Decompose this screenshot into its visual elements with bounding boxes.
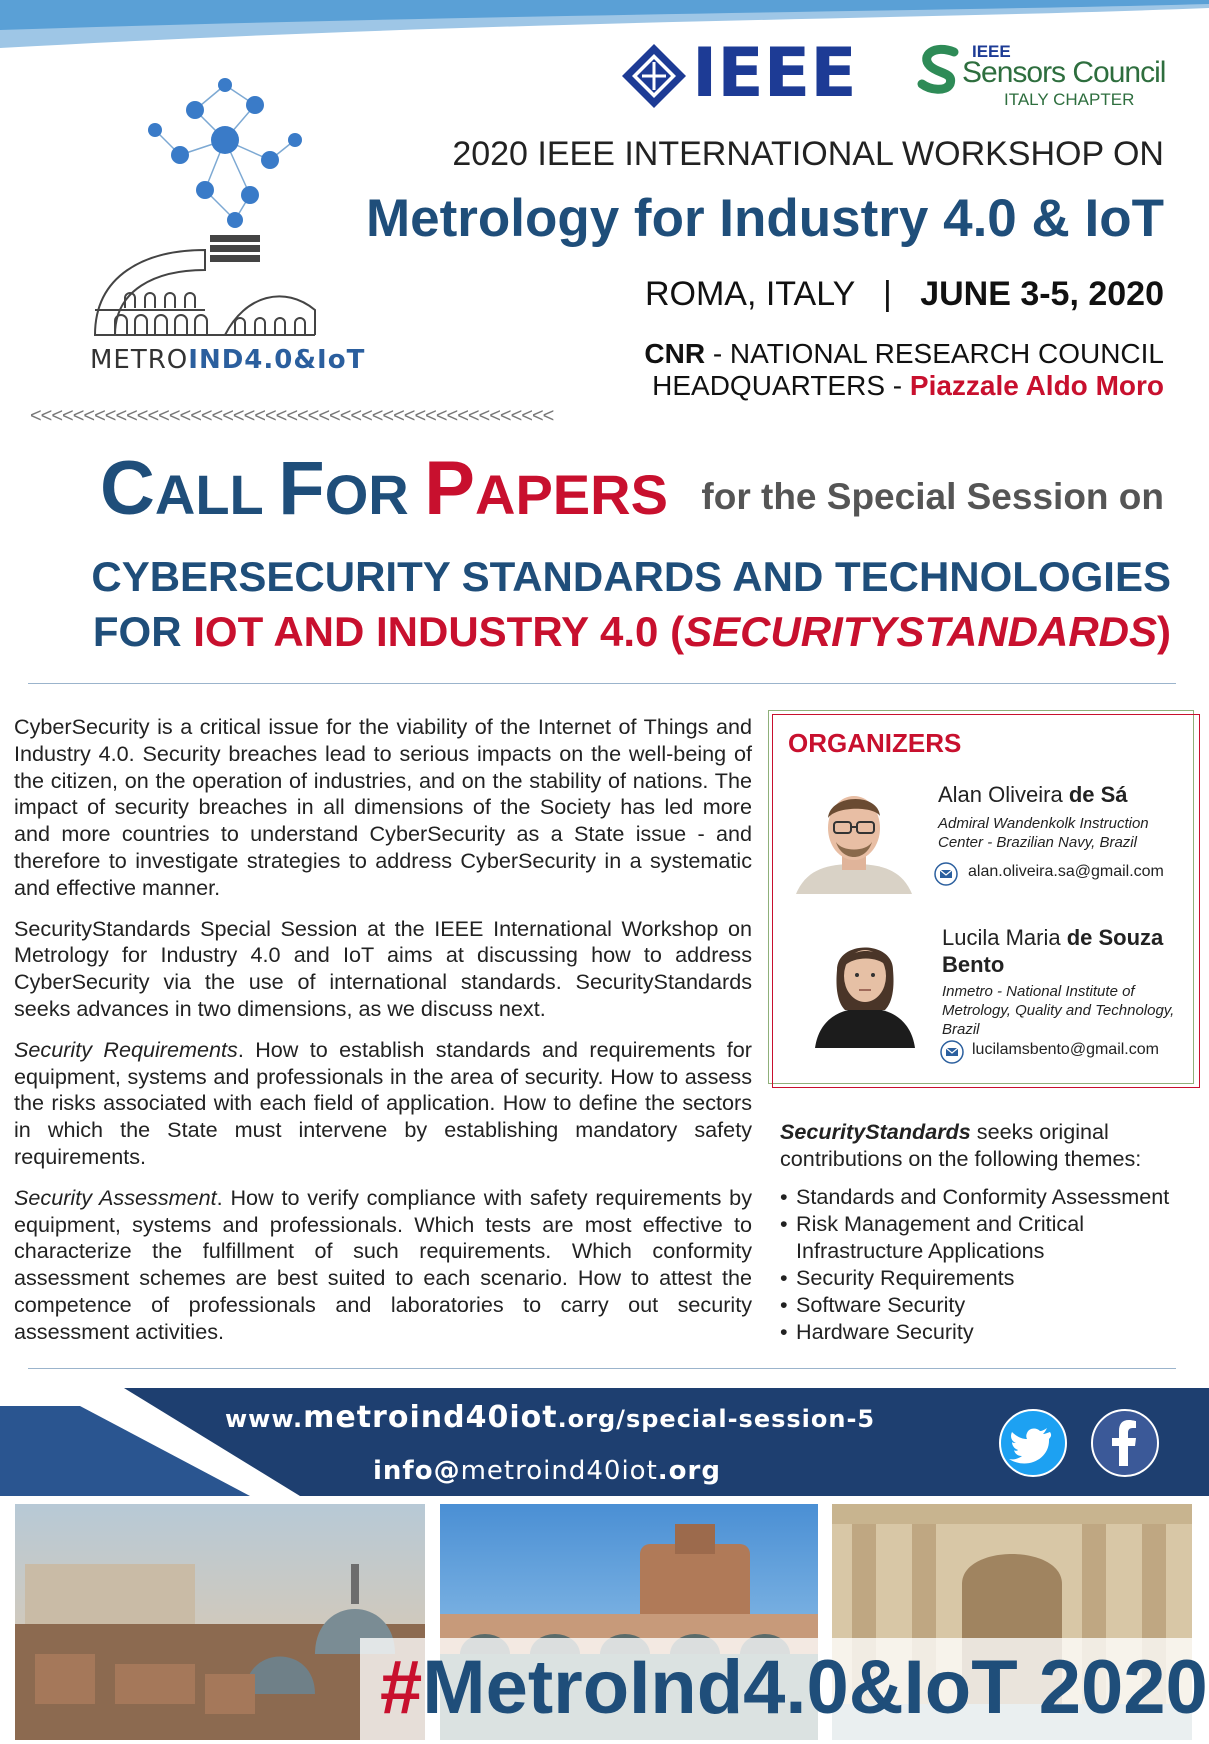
ieee-logo	[620, 34, 857, 113]
organizer-1-photo	[796, 782, 912, 894]
cfp-papers-rest: APERS	[475, 463, 668, 526]
website-link[interactable]	[225, 1400, 875, 1435]
description-column	[14, 714, 752, 1360]
assessment-paragraph	[14, 1185, 752, 1346]
organizer-2-last-name: de Souza Bento	[942, 925, 1164, 977]
assessment-lead: Security Assessment	[14, 1184, 217, 1210]
envelope-icon	[934, 862, 958, 886]
session-title-line-1: CYBERSECURITY STANDARDS AND TECHNOLOGIES	[91, 553, 1171, 600]
theme-item: • Hardware Security	[780, 1318, 1200, 1345]
metroind-logo-text	[90, 345, 366, 375]
venue-hq: HEADQUARTERS -	[652, 370, 903, 401]
venue-line-2	[652, 370, 1164, 402]
sensors-council-label: Sensors Council	[962, 56, 1166, 89]
session-for: FOR	[92, 608, 194, 655]
cfp-f-initial: F	[278, 446, 325, 531]
assessment-text: . How to verify compliance with safety requirements by equipment, systems and professionals. Which tests are most effective to characterize the fulfillment of such requirements. Which conformity assessment schemes are best suited to each scenario. How to attest the competence of professionals and laboratories to carry out security assessment activities.	[14, 1184, 752, 1344]
metroind-logo-suffix: IND4.0&IoT	[188, 345, 366, 375]
contact-email-user: info@	[373, 1456, 461, 1486]
organizer-2-email[interactable]: lucilamsbento@gmail.com	[972, 1041, 1159, 1058]
cfp-for-rest: OR	[324, 463, 425, 526]
place-date-line	[645, 275, 1164, 314]
sensors-council-logo	[910, 40, 1166, 112]
ieee-wordmark: IEEE	[692, 34, 857, 113]
organizer-1-last-name: de Sá	[1068, 782, 1128, 807]
call-for-papers-title	[100, 445, 668, 532]
event-hashtag	[380, 1640, 1208, 1736]
facebook-icon[interactable]	[1090, 1408, 1160, 1478]
chevron-divider: <<<<<<<<<<<<<<<<<<<<<<<<<<<<<<<<<<<<<<<<<<<<<<<<<	[30, 405, 554, 427]
requirements-text: . How to establish standards and requirements for equipment, systems and professionals in the area of security. How to assess the risks associated with each field of application. How to define the sectors in which the State must intervene by establishing mandatory safety requirements.	[14, 1036, 752, 1169]
hashtag-text: MetroInd4.0&IoT 2020	[422, 1645, 1208, 1730]
sensors-chapter-label: ITALY CHAPTER	[1004, 90, 1135, 109]
contact-email-domain: metroind40iot	[460, 1456, 658, 1486]
website-www: www.	[225, 1405, 304, 1433]
requirements-paragraph	[14, 1037, 752, 1171]
event-place: ROMA, ITALY	[644, 275, 855, 313]
themes-list	[780, 1183, 1200, 1345]
organizer-2-affiliation: Inmetro - National Institute of Metrology, Quality and Technology, Brazil	[942, 983, 1175, 1038]
hashtag-symbol: #	[380, 1645, 423, 1730]
venue-org-name: - NATIONAL RESEARCH COUNCIL	[712, 338, 1164, 369]
envelope-icon	[940, 1040, 964, 1064]
cfp-subtitle: for the Special Session on	[701, 476, 1164, 517]
sensors-s-icon	[914, 44, 964, 94]
theme-item: • Standards and Conformity Assessment	[780, 1183, 1200, 1210]
workshop-line: 2020 IEEE INTERNATIONAL WORKSHOP ON	[452, 135, 1164, 173]
requirements-lead: Security Requirements	[14, 1036, 238, 1062]
organizer-1-first-name: Alan Oliveira	[938, 782, 1069, 807]
organizers-title: ORGANIZERS	[788, 728, 962, 758]
divider-top	[28, 683, 1176, 684]
themes-intro-rest: seeks original contributions on the following themes:	[780, 1119, 1142, 1171]
venue-line-1	[644, 338, 1164, 370]
organizer-2-first-name: Lucila Maria	[942, 925, 1067, 950]
session-iot-industry: IOT AND INDUSTRY 4.0 (	[193, 608, 685, 655]
place-separator: |	[883, 275, 892, 313]
session-close-paren: )	[1157, 608, 1171, 655]
organizer-2-name	[942, 924, 1182, 978]
themes-intro-bold: SecurityStandards	[780, 1119, 971, 1144]
contact-email[interactable]	[373, 1456, 721, 1486]
session-title-line-2	[93, 608, 1171, 656]
workshop-title: Metrology for Industry 4.0 & IoT	[365, 189, 1164, 248]
ieee-diamond-icon	[620, 42, 688, 110]
theme-item: • Security Requirements	[780, 1264, 1200, 1291]
website-path: .org/special-session-5	[557, 1405, 876, 1433]
intro-paragraph: CyberSecurity is a critical issue for the viability of the Internet of Things and Industry 4.0. Security breaches lead to serious impacts on the well-being of the citizen, on the operation of industries, and on the stability of nations. The impact of security breaches in all dimensions of the Society has led more and more countries to understand CyberSecurity as a State issue - and therefore to investigate strategies to address CyberSecurity in a systematic and effective manner.	[14, 714, 752, 900]
organizer-2-photo	[815, 930, 915, 1048]
session-acronym: SECURITYSTANDARDS	[684, 608, 1157, 655]
twitter-icon[interactable]	[998, 1408, 1068, 1478]
cfp-c-initial: C	[100, 446, 155, 531]
metroind-logo-graphic	[85, 70, 365, 380]
metroind-logo-prefix: METRO	[90, 345, 189, 375]
website-domain: metroind40iot	[303, 1400, 558, 1435]
theme-item: • Software Security	[780, 1291, 1200, 1318]
contact-email-tld: .org	[657, 1456, 721, 1486]
divider-bottom	[28, 1368, 1176, 1369]
event-date: JUNE 3-5, 2020	[920, 275, 1164, 313]
venue-place: Piazzale Aldo Moro	[909, 370, 1164, 401]
venue-org-abbr: CNR	[644, 338, 706, 369]
session-paragraph: SecurityStandards Special Session at the IEEE International Workshop on Metrology for Industry 4.0 and IoT aims at discussing how to address CyberSecurity via the use of international standards. SecurityStandards seeks advances in two dimensions, as we discuss next.	[14, 915, 752, 1021]
cfp-call-rest: ALL	[154, 463, 279, 526]
themes-intro	[780, 1118, 1190, 1172]
theme-item: • Risk Management and Critical Infrastructure Applications	[780, 1210, 1200, 1264]
sensors-ieee-label: IEEE	[972, 42, 1011, 61]
organizer-1-affiliation: Admiral Wandenkolk Instruction Center - Brazilian Navy, Brazil	[938, 815, 1149, 851]
cfp-p-initial: P	[424, 446, 475, 531]
organizer-1-email[interactable]: alan.oliveira.sa@gmail.com	[968, 863, 1164, 880]
organizer-1-name	[938, 782, 1128, 808]
